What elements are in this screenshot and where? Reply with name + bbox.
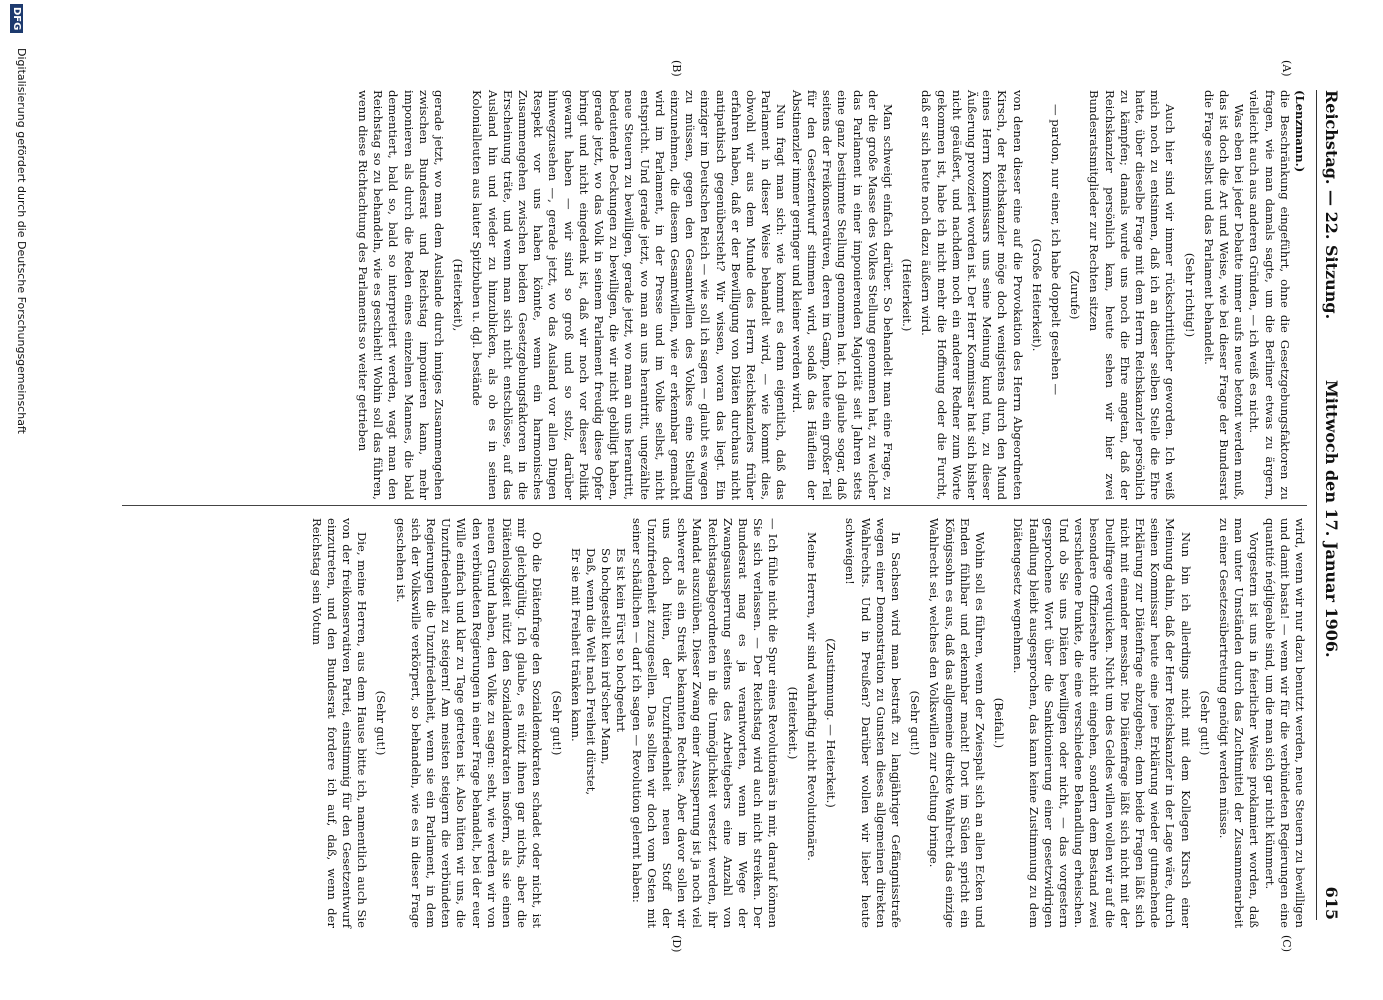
- margin-letter-b: (B): [670, 60, 683, 77]
- verse-line: Daß, wenn die Welt nach Freiheit dürstet,: [584, 548, 599, 796]
- paragraph: Auch hier sind wir immer rückschrittlicher geworden. Ich weiß mich noch zu entsinnen, daß ich an dieser selben Stelle die Ehre hatte, über dieselbe Frage mit dem Herrn Reichskanzler persönlich zu kämpfen; damals wurde uns noch die Ehre angetan, daß der Reichskanzler persönlich kam, heute sehen wir hier zwei Bundesratsmitglieder zur Rechten sitzen: [1087, 90, 1178, 500]
- interjection: (Große Heiterkeit).: [1029, 238, 1044, 352]
- verse-line: So hochgestellt kein ird'scher Mann,: [599, 548, 614, 765]
- paragraph: wird, wenn wir nur dazu benutzt werden, neue Steuern zu bewilligen und damit basta! — wenn wir für die verbündeten Regierungen eine quantité négligeable sind, um die man sich gar nicht kümmert.: [1262, 518, 1307, 928]
- paragraph: — pardon, nur einer, ich habe doppelt gesehen —: [1048, 104, 1063, 396]
- header-left: Reichstag. — 22. Sitzung.: [1322, 90, 1341, 320]
- paragraph: Die, meine Herren, aus dem Hause bitte ich, namentlich auch Sie von der freikonservativen Partei, einstimmig für den Gesetzentwurf einzutreten, und den Bundesrat fordere ich auf, daß, wenn der Reichstag sein Votum: [309, 518, 370, 928]
- interjection: (Sehr gut!): [374, 690, 389, 756]
- paragraph: Vorgestern ist uns in feierlicher Weise proklamiert worden, daß man unter Umständen durch das Zuchtmittel der Zusammenarbeit zu einer Gesetzesübertretung genötigt werden müsse.: [1216, 518, 1262, 928]
- margin-letter-c: (C): [1280, 935, 1293, 952]
- interjection: (Zurufe): [1068, 270, 1083, 320]
- paragraph: Wohin soll es führen, wenn der Zwiespalt sich an allen Ecken und Enden fühlbar und erkennbar macht! Dort im Süden spricht ein Königssohn es aus, daß das allgemeine direkte Wahlrecht das einzige Wahlrecht sei, welches den Volkswillen zur Geltung bringe.: [927, 518, 987, 928]
- verse-line: Er sie mit Freiheit tränken kann.: [568, 548, 583, 742]
- interjection: (Sehr richtig!): [1182, 252, 1197, 338]
- digitization-credit: Digitalisierung gefördert durch die Deutsche Forschungsgemeinschaft: [15, 48, 28, 434]
- paragraph: Nun bin ich allerdings nicht mit dem Kollegen Kirsch einer Meinung dahin, daß der Herr Reichskanzler in der Lage wäre, durch seinen Kommissar heute eine jene Erklärung wieder gutmachende Erklärung zur Diätenfrage abzugeben; denn beide Fragen läßt sich nicht mit einander messbar. Die Diätenfrage läßt sich nicht mit der Duellfrage verquicken. Nicht um des Geldes willen wollen wir auf die besondere Offiziersehre nicht eingehen, sondern dem Bestand zwei verschiedene Punkte, die eine verschiedene Behandlung erheischen. Und ob Sie uns Diäten bewilligen oder nicht, — das vorgestern gesprochene Wort über die Sanktionierung einer gesetzwidrigen Handlung bleibt ausgesprochen, das kann keine Zustimmung zu dem Diätengesetz wegnehmen.: [1011, 518, 1193, 928]
- column-divider: [122, 505, 1307, 506]
- paragraph: Ob die Diätenfrage den Sozialdemokraten schadet oder nicht, ist mir gleichgültig. Ich glaube, es nützt ihnen gar nichts, aber die Diätenlosigkeit nützt den Sozialdemokraten insofern, als sie einen neuen Grund haben, den Volke zu sagen: seht, wie werden wir von den verbündeten Regierungen in einer Frage behandelt, bei der euer Wille einfach und klar zu Tage getreten ist. Also hüten wir uns, die Unzufriedenheit zu steigern! Am meisten steigern die verbündeten Regierungen die Unzufriedenheit, wenn sie ein Parlament, in dem sich der Volkswille verkörpert, so behandeln, wie es in dieser Frage geschehen ist.: [393, 518, 545, 928]
- page-header: [1316, 90, 1343, 920]
- margin-letter-d: (D): [670, 935, 683, 953]
- interjection: (Sehr gut!): [549, 690, 564, 756]
- interjection: (Beifall.): [992, 697, 1007, 749]
- page-number: 615: [1322, 886, 1341, 920]
- paragraph: gerade jetzt, wo man dem Auslande durch inniges Zusammengehen zwischen Bundesrat und Reichstag imponieren kann, mehr imponieren als durch die Reden eines einzelnen Mannes, die bald dementiert, bald so, bald so interpretiert werden, wagt man den Reichstag so zu behandeln, wie es geschieht! Wohin soll das führen, wenn diese Richtachtung des Parlaments so weiter getrieben: [356, 90, 447, 500]
- speaker-tag: (Lenzmann.): [1293, 90, 1307, 173]
- right-column: [308, 518, 1307, 928]
- header-date: Mittwoch den 17. Januar 1906.: [1322, 380, 1341, 658]
- margin-letter-a: (A): [1280, 60, 1293, 77]
- paragraph: Was eben bei jeder Debatte immer aufs neue betont werden muß, das ist doch die Art und Weise, wie bei dieser Frage der Bundesrat die Frage selbst und das Parlament behandelt.: [1201, 90, 1247, 500]
- paragraph: Meine Herren, wir sind wahrhaftig nicht Revolutionäre.: [804, 532, 819, 861]
- paragraph: die Beschränkung eingeführt, ohne die Gesetzgebungsfaktoren zu fragen, wie man damals sagte, um die Berliner etwas zu ärgern, vielleicht auch aus anderen Gründen, — ich weiß es nicht.: [1247, 90, 1292, 500]
- paragraph: — Ich fühle nicht die Spur eines Revolutionärs in mir, darauf können Sie sich verlassen. — Der Reichstag wird auch nicht streiken. Der Bundesrat mag es ja verantworten, wenn im Wege der Zwangsaussperrung seitens des Arbeitgebers eine Anzahl von Reichstagsabgeordneten in die Unmöglichkeit versetzt werden, ihr Mandat auszuüben. Dieser Zwang einer Aussperrung ist ja noch viel schwerer als ein Streik bekannten Rechtes. Aber davor sollen wir uns doch hüten, der Unzufriedenheit neuen Stoff der Unzufriedenheit zuzugesellen. Das sollten wir doch vom Osten mit seiner schädlichen — darf ich sagen — Revolution gelernt haben:: [629, 518, 781, 928]
- interjection: (Sehr gut!): [1197, 690, 1212, 756]
- interjection: (Heiterkeit),: [451, 258, 466, 332]
- interjection: (Zustimmung. — Heiterkeit.): [824, 638, 839, 808]
- paragraph: In Sachsen wird man bestraft zu langjähriger Gefängnisstrafe wegen einer Demonstration zu Gunsten dieses allgemeinen direkten Wahlrechts. Und in Preußen? Darüber wollen wir lieber heute schweigen!: [843, 518, 903, 928]
- interjection: (Sehr gut!): [908, 690, 923, 756]
- dfg-logo: DFG: [10, 4, 23, 33]
- left-column: [355, 90, 1307, 500]
- paragraph: Nun fragt man sich: wie kommt es denn eigentlich, daß das Parlament in dieser Weise behandelt wird, — wie kommt dies, obwohl wir aus dem Munde des Herrn Reichskanzlers früher erfahren haben, daß er der Bewilligung von Diäten durchaus nicht antipathisch gegenübersteht? Wir wissen, woran das liegt. Ein einziger im Deutschen Reich — wie soll ich sagen — glaubt es wagen zu müssen, gegen den Gesamtwillen des Volkes eine Stellung einzunehmen, die diesem Gesamtwillen, wie er erkennbar gemacht wird im Parlament, in der Presse und im Volke selbst, nicht entspricht. Und gerade jetzt, wo man an uns herantritt, ungezählte neue Steuern zu bewilligen, gerade jetzt, wo man an uns herantritt, bedeutende Deckungen zu bewilligen, die wir nicht gebilligt haben, gerade jetzt, wo das Volk in seinem Parlament freudig diese Opfer bringt und nicht eingedenk ist, daß wir noch vor dieser Politik gewarnt haben — wir sind so groß und so stolz, darüber hinwegzusehen —, gerade jetzt, wo das Ausland vor allen Dingen Respekt vor uns haben könnte, wenn ein harmonisches Zusammengehen zwischen beiden Gesetzgebungsfaktoren in die Erscheinung träte, und wenn man sich nicht entschlösse, auf das Ausland hin und wieder zu hinzublicken, als ob es in seinen Kolonialleuten aus lauter Spitzbuben u. dgl. bestände: [470, 90, 789, 500]
- interjection: (Heiterkeit.): [785, 686, 800, 760]
- verse-line: Es ist kein Fürst so hochgeehrt: [614, 548, 629, 733]
- paragraph: von denen dieser eine auf die Provokation des Herrn Abgeordneten Kirsch, der Reichskanzler möge doch wenigstens durch den Mund eines Herrn Kommissars uns seine Meinung kund tun, zu dieser Äußerung provoziert worden ist. Der Herr Kommissar hat sich bisher nicht geäußert, und nachdem noch ein anderer Redner zum Worte gekommen ist, habe ich nicht mehr die Hoffnung oder die Furcht, daß er sich heute noch dazu äußern wird.: [919, 90, 1025, 500]
- interjection: (Heiterkeit.): [900, 258, 915, 332]
- paragraph: Man schweigt einfach darüber. So behandelt man eine Frage, zu der die große Masse des Volkes Stellung genommen hat, zu welcher das Parlament in einer imponierenden Majorität seit Jahren stets eine ganz bestimmte Stellung genommen hat. Ich glaube sogar, daß seitens der Freikonservativen, deren im Gamp, heute ein großer Teil für den Gesetzentwurf stimmen wird, sodaß das Häuflein der Abstinenzler immer geringer und kleiner werden wird.: [789, 90, 895, 500]
